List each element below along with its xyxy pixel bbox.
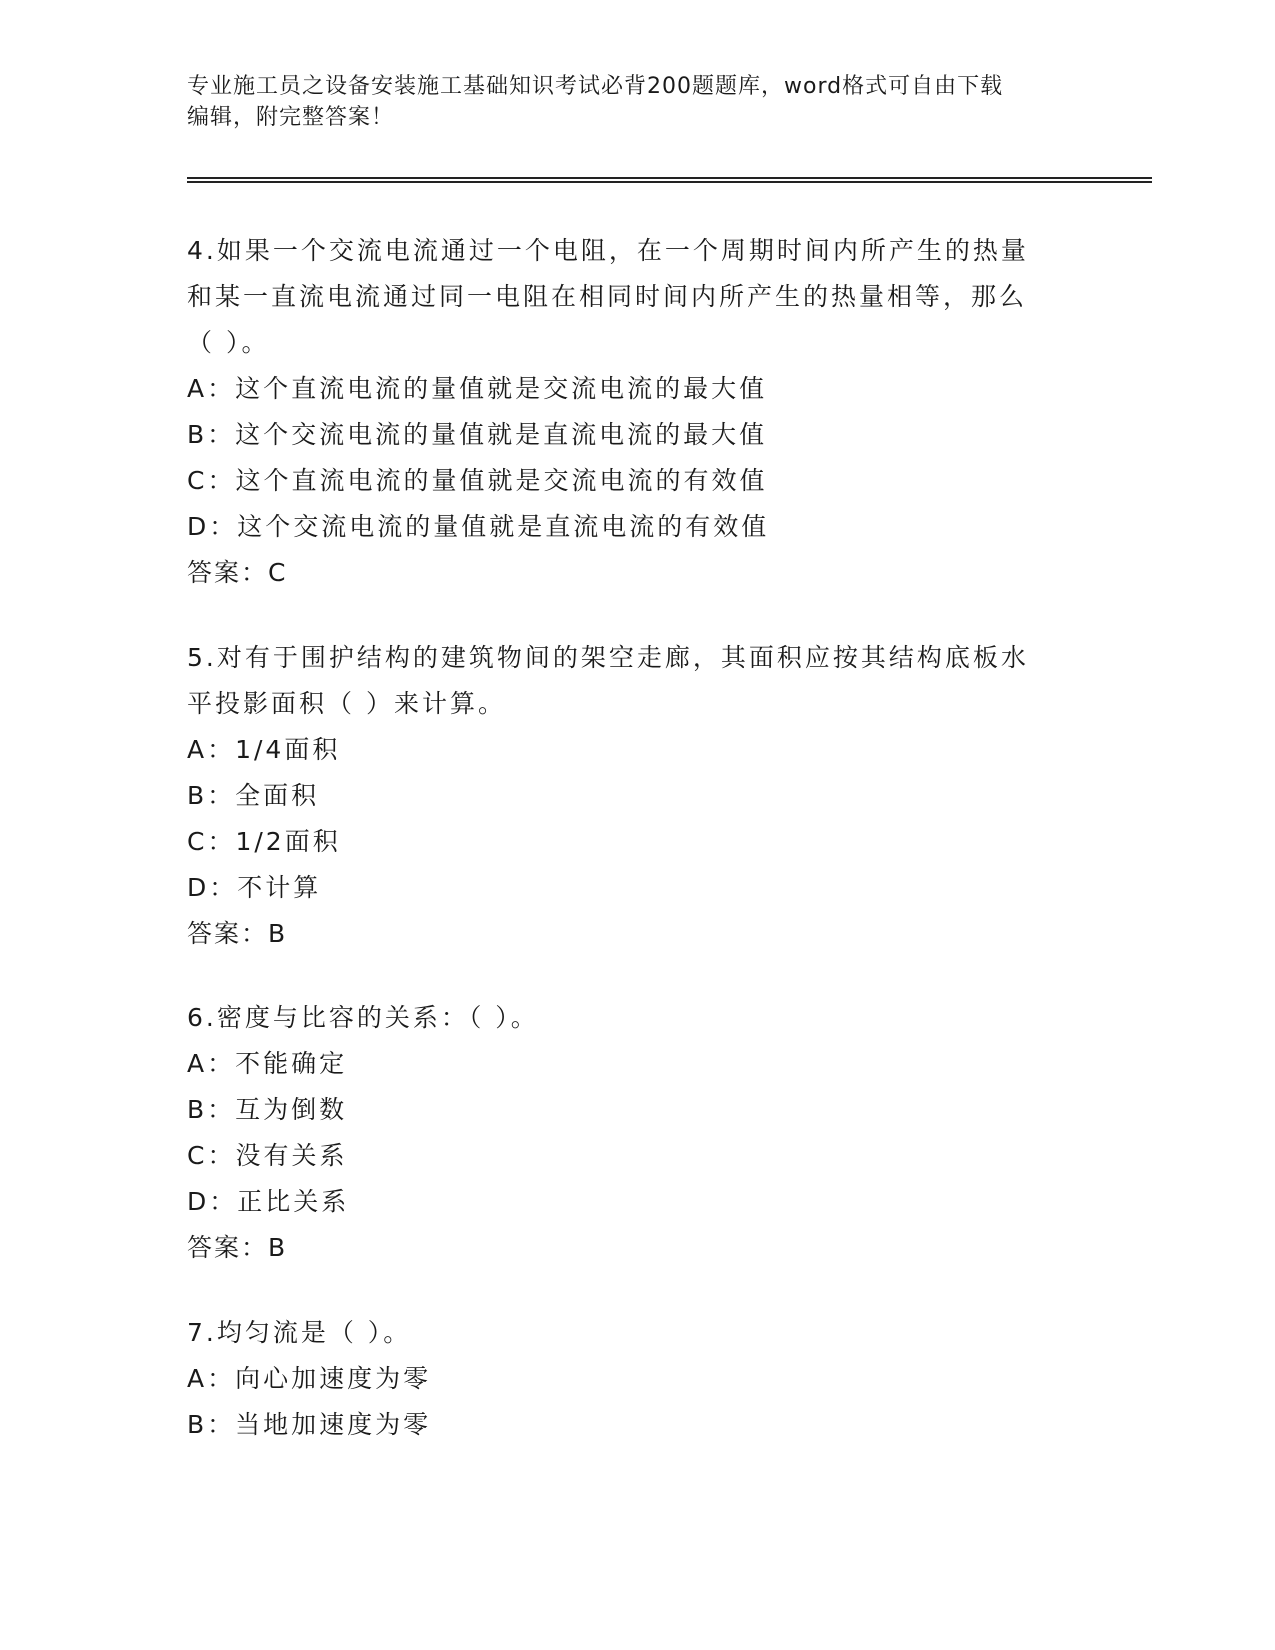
answer-label: 答案：C (187, 558, 288, 587)
option-a: A：1/4面积 (187, 735, 341, 764)
option-b: B：当地加速度为零 (187, 1410, 432, 1439)
option-c: C：1/2面积 (187, 827, 341, 856)
option-a: A：不能确定 (187, 1049, 348, 1078)
question-7 (187, 1310, 1087, 1448)
question-4 (187, 228, 1087, 596)
option-d: D：这个交流电流的量值就是直流电流的有效值 (187, 512, 770, 541)
option-b: B：全面积 (187, 781, 320, 810)
question-stem-line: 4.如果一个交流电流通过一个电阻，在一个周期时间内所产生的热量 (187, 236, 1029, 265)
option-d: D：不计算 (187, 873, 322, 902)
header-title-line-2: 编辑，附完整答案！ (187, 105, 395, 130)
question-stem-line: 5.对有于围护结构的建筑物间的架空走廊，其面积应按其结构底板水 (187, 643, 1029, 672)
answer-label: 答案：B (187, 1233, 288, 1262)
header-title-line-1: 专业施工员之设备安装施工基础知识考试必背200题题库，word格式可自由下载 (187, 74, 1004, 99)
document-header (187, 71, 1087, 133)
option-d: D：正比关系 (187, 1187, 350, 1216)
option-b: B：这个交流电流的量值就是直流电流的最大值 (187, 420, 768, 449)
question-stem-line: （ ）。 (187, 328, 270, 357)
option-c: C：这个直流电流的量值就是交流电流的有效值 (187, 466, 768, 495)
option-a: A：这个直流电流的量值就是交流电流的最大值 (187, 374, 768, 403)
question-stem-line: 6.密度与比容的关系：（ ）。 (187, 1003, 539, 1032)
option-c: C：没有关系 (187, 1141, 348, 1170)
question-stem-line: 和某一直流电流通过同一电阻在相同时间内所产生的热量相等，那么 (187, 282, 1028, 311)
question-5 (187, 635, 1087, 957)
answer-label: 答案：B (187, 919, 288, 948)
question-6 (187, 995, 1087, 1271)
option-a: A：向心加速度为零 (187, 1364, 432, 1393)
option-b: B：互为倒数 (187, 1095, 348, 1124)
question-stem-line: 平投影面积（ ）来计算。 (187, 689, 506, 718)
header-divider (187, 177, 1152, 183)
question-stem-line: 7.均匀流是（ ）。 (187, 1318, 412, 1347)
